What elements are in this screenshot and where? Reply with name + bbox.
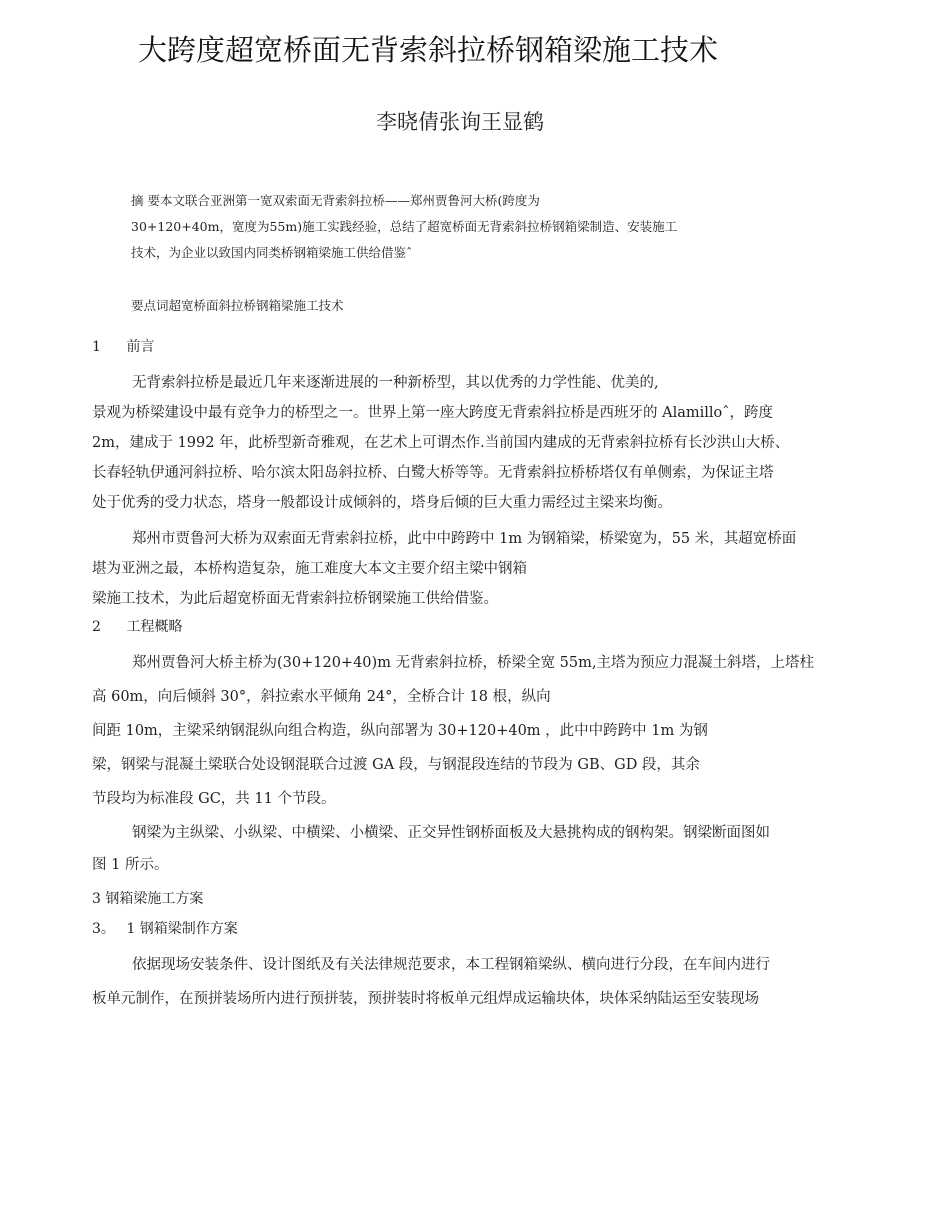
- text-line: 堪为亚洲之最，本桥构造复杂，施工难度大本文主要介绍主梁中钢箱: [92, 561, 527, 577]
- abstract: [131, 188, 721, 266]
- text-line: 处于优秀的受力状态，塔身一般都设计成倾斜的，塔身后倾的巨大重力需经过主梁来均衡。: [92, 495, 672, 511]
- section-number: 2: [92, 619, 101, 635]
- keywords: 要点词超宽桥面斜拉桥钢箱梁施工技术: [131, 298, 344, 313]
- text-line: 梁，钢梁与混凝土梁联合处设钢混联合过渡 GA 段，与钢混段连结的节段为 GB、GD 段，其余: [92, 757, 700, 773]
- text-line: 依据现场安装条件、设计图纸及有关法律规范要求，本工程钢箱梁纵、横向进行分段，在车间内进行: [132, 957, 770, 973]
- abstract-line: 摘 要本文联合亚洲第一宽双索面无背索斜拉桥——郑州贾鲁河大桥(跨度为: [131, 193, 540, 208]
- section-heading-1: [92, 336, 862, 364]
- text-line: 间距 10m，主梁采纳钢混纵向组合构造，纵向部署为 30+120+40m ，此中中跨跨中 1m 为钢: [92, 723, 708, 739]
- paragraph: [92, 368, 862, 518]
- section-number: 1: [92, 339, 101, 355]
- text-line: 高 60m，向后倾斜 30°，斜拉索水平倾角 24°，全桥合计 18 根，纵向: [92, 689, 551, 705]
- paragraph: [92, 648, 862, 814]
- text-line: 长春轻轨伊通河斜拉桥、哈尔滨太阳岛斜拉桥、白鹭大桥等等。无背索斜拉桥桥塔仅有单侧索，为保证主塔: [92, 465, 774, 481]
- text-line: 图 1 所示。: [92, 857, 169, 873]
- text-line: 板单元制作，在预拼装场所内进行预拼装，预拼装时将板单元组焊成运输块体，块体采纳陆运至安装现场: [92, 991, 759, 1007]
- author-names: 李晓倩张询王显鹤: [376, 110, 544, 134]
- text-line: 2m，建成于 1992 年，此桥型新奇雅观，在艺术上可谓杰作.当前国内建成的无背索斜拉桥有长沙洪山大桥、: [92, 435, 790, 451]
- text-line: 景观为桥梁建设中最有竞争力的桥型之一。世界上第一座大跨度无背索斜拉桥是西班牙的 Alamilloˆ，跨度: [92, 405, 774, 421]
- paragraph: [92, 524, 862, 614]
- section-title: 工程概略: [126, 619, 183, 635]
- text-line: 梁施工技术，为此后超宽桥面无背索斜拉桥钢梁施工供给借鉴。: [92, 591, 498, 607]
- section-heading-3: [92, 888, 862, 916]
- text-line: 钢梁为主纵梁、小纵梁、中横梁、小横梁、正交异性钢桥面板及大悬挑构成的钢构架。钢梁断面图如: [132, 825, 770, 841]
- text-line: 郑州市贾鲁河大桥为双索面无背索斜拉桥，此中中跨跨中 1m 为钢箱梁，桥梁宽为，55 米，其超宽桥面: [132, 531, 797, 547]
- text-line: 节段均为标准段 GC，共 11 个节段。: [92, 791, 336, 807]
- paragraph: [92, 950, 862, 1014]
- text-line: 无背索斜拉桥是最近几年来逐渐进展的一种新桥型，其以优秀的力学性能、优美的,: [132, 375, 659, 391]
- abstract-line: 技术，为企业以致国内同类桥钢箱梁施工供给借鉴ˆ: [131, 245, 413, 260]
- subsection-heading-3-1: [92, 918, 862, 946]
- subsection-title: 1 钢箱梁制作方案: [126, 921, 238, 937]
- subsection-number: 3。: [92, 921, 115, 937]
- section-title: 3 钢箱梁施工方案: [92, 891, 204, 907]
- section-title: 前言: [126, 339, 155, 355]
- abstract-line: 30+120+40m，宽度为55m)施工实践经验，总结了超宽桥面无背索斜拉桥钢箱梁制造、安装施工: [131, 219, 678, 234]
- section-heading-2: [92, 616, 862, 644]
- text-line: 郑州贾鲁河大桥主桥为(30+120+40)m 无背索斜拉桥，桥梁全宽 55m,主塔为预应力混凝土斜塔，上塔柱: [132, 655, 814, 671]
- paragraph: [92, 818, 862, 880]
- paper-title: 大跨度超宽桥面无背索斜拉桥钢箱梁施工技术: [138, 33, 719, 67]
- body-text: [92, 336, 862, 1014]
